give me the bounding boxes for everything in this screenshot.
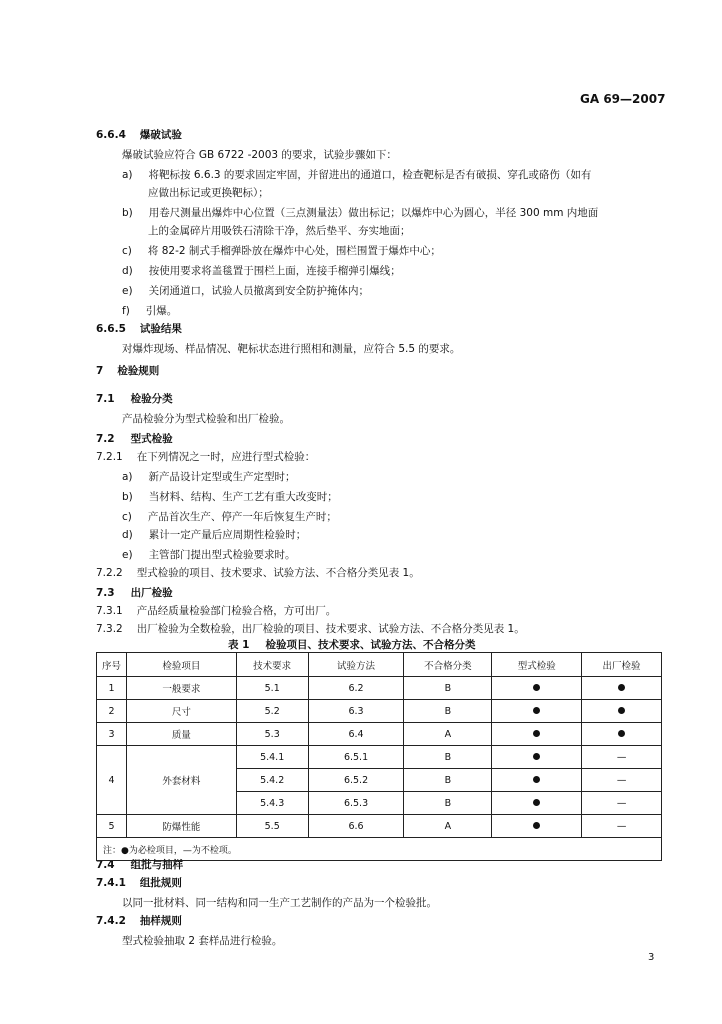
required-dot-icon (618, 730, 625, 737)
clause-text: 检验项目、技术要求、试验方法、不合格分类 (265, 639, 476, 651)
col-header-method: 试验方法 (308, 653, 404, 677)
cell-method: 6.4 (308, 723, 404, 746)
cell-method: 6.2 (308, 677, 404, 700)
text-line (122, 412, 290, 426)
cell-type-test (492, 815, 582, 838)
clause-text: 爆破试验 (139, 129, 182, 141)
clause-number: 7.2 (96, 433, 115, 445)
table-row (97, 677, 662, 700)
clause-number: 7.1 (96, 393, 115, 405)
cell-item: 外套材料 (126, 746, 236, 815)
table-header-row (97, 653, 662, 677)
clause-text: 出厂检验 (130, 587, 173, 599)
clause-number: 7.4.2 (96, 915, 126, 927)
clause-number: 7.3 (96, 587, 115, 599)
cell-method: 6.5.2 (308, 769, 404, 792)
clause-text: 组批规则 (139, 877, 182, 889)
cell-seq: 5 (97, 815, 127, 838)
clause-text: 产品检验分为型式检验和出厂检验。 (122, 413, 290, 425)
cell-requirement: 5.4.3 (236, 792, 308, 815)
clause-number: e) (122, 285, 133, 297)
clause-number: c) (122, 511, 132, 523)
cell-seq: 1 (97, 677, 127, 700)
text-line (122, 510, 337, 524)
required-dot-icon (533, 776, 540, 783)
text-line (122, 548, 296, 562)
cell-class: B (404, 677, 492, 700)
text-line (96, 364, 159, 378)
text-line (122, 934, 282, 948)
text-line (96, 586, 173, 600)
cell-requirement: 5.4.2 (236, 769, 308, 792)
text-line (122, 490, 338, 504)
text-line (148, 186, 269, 200)
cell-type-test (492, 723, 582, 746)
text-line (96, 622, 525, 636)
text-line (96, 432, 173, 446)
clause-text: 将 82-2 制式手榴弹卧放在爆炸中心处，围栏围置于爆炸中心； (147, 245, 441, 257)
clause-text: 产品经质量检验部门检验合格，方可出厂。 (136, 605, 337, 617)
clause-number: d) (122, 529, 133, 541)
clause-text: 检验规则 (117, 365, 160, 377)
required-dot-icon (533, 707, 540, 714)
text-line (122, 264, 401, 278)
clause-text: 组批与抽样 (130, 859, 184, 871)
required-dot-icon (533, 684, 540, 691)
cell-item: 一般要求 (126, 677, 236, 700)
cell-factory-test: — (582, 769, 662, 792)
cell-item: 尺寸 (126, 700, 236, 723)
cell-factory-test (582, 723, 662, 746)
clause-number: 7.3.1 (96, 605, 123, 617)
table-row (97, 700, 662, 723)
text-line (96, 604, 336, 618)
text-line (122, 284, 369, 298)
required-dot-icon (533, 822, 540, 829)
clause-text: 当材料、结构、生产工艺有重大改变时； (148, 491, 338, 503)
clause-number: 7.4 (96, 859, 115, 871)
clause-text: 应做出标记或更换靶标）； (148, 187, 269, 199)
cell-requirement: 5.5 (236, 815, 308, 838)
clause-number: 6.6.4 (96, 129, 126, 141)
col-header-type-test: 型式检验 (492, 653, 582, 677)
cell-factory-test: — (582, 792, 662, 815)
text-line (122, 470, 296, 484)
cell-class: B (404, 746, 492, 769)
cell-class: B (404, 769, 492, 792)
text-line (96, 128, 182, 142)
clause-text: 累计一定产量后应周期性检验时； (148, 529, 307, 541)
text-line (148, 224, 411, 238)
cell-class: B (404, 792, 492, 815)
col-header-class: 不合格分类 (404, 653, 492, 677)
text-line (96, 566, 420, 580)
cell-type-test (492, 677, 582, 700)
text-line (122, 528, 306, 542)
cell-item: 质量 (126, 723, 236, 746)
clause-text: 产品首次生产、停产一年后恢复生产时； (147, 511, 337, 523)
text-line (96, 322, 182, 336)
clause-text: 以同一批材料、同一结构和同一生产工艺制作的产品为一个检验批。 (122, 897, 437, 909)
cell-method: 6.6 (308, 815, 404, 838)
clause-text: 新产品设计定型或生产定型时； (148, 471, 296, 483)
cell-seq: 4 (97, 746, 127, 815)
cell-method: 6.5.1 (308, 746, 404, 769)
text-line (96, 392, 173, 406)
clause-number: a) (122, 169, 133, 181)
table-note-row (97, 838, 662, 861)
text-line (122, 304, 177, 318)
cell-item: 防爆性能 (126, 815, 236, 838)
clause-number: e) (122, 549, 133, 561)
text-line (96, 876, 182, 890)
clause-text: 主管部门提出型式检验要求时。 (148, 549, 296, 561)
clause-text: 将靶标按 6.6.3 的要求固定牢固，并留进出的通道口，检查靶标是否有破损、穿孔或硌伤（如有 (148, 169, 592, 181)
clause-text: 型式检验 (130, 433, 173, 445)
table-note: 注：●为必检项目，—为不检项。 (97, 838, 662, 861)
clause-number: a) (122, 471, 133, 483)
col-header-requirement: 技术要求 (236, 653, 308, 677)
text-line (96, 450, 315, 464)
clause-text: 型式检验的项目、技术要求、试验方法、不合格分类见表 1。 (136, 567, 420, 579)
col-header-seq: 序号 (97, 653, 127, 677)
clause-number: d) (122, 265, 133, 277)
clause-text: 按使用要求将盖毯置于围栏上面，连接手榴弹引爆线； (148, 265, 401, 277)
cell-factory-test: — (582, 746, 662, 769)
cell-class: A (404, 815, 492, 838)
cell-factory-test: — (582, 815, 662, 838)
text-line (122, 148, 397, 162)
table-row (97, 815, 662, 838)
clause-number: 7.2.2 (96, 567, 123, 579)
clause-text: 在下列情况之一时，应进行型式检验： (136, 451, 316, 463)
cell-class: B (404, 700, 492, 723)
text-line (122, 168, 591, 182)
cell-seq: 3 (97, 723, 127, 746)
cell-type-test (492, 746, 582, 769)
cell-requirement: 5.2 (236, 700, 308, 723)
clause-text: 检验分类 (130, 393, 173, 405)
table-row (97, 723, 662, 746)
text-line (122, 244, 441, 258)
cell-requirement: 5.3 (236, 723, 308, 746)
standard-code: GA 69—2007 (580, 92, 666, 106)
cell-factory-test (582, 677, 662, 700)
clause-text: 试验结果 (139, 323, 182, 335)
clause-text: 上的金属碎片用吸铁石清除干净，然后垫平、夯实地面； (148, 225, 411, 237)
clause-text: 关闭通道口，试验人员撤离到安全防护掩体内； (148, 285, 370, 297)
required-dot-icon (618, 684, 625, 691)
col-header-item: 检验项目 (126, 653, 236, 677)
clause-text: 抽样规则 (139, 915, 182, 927)
cell-class: A (404, 723, 492, 746)
clause-text: 对爆炸现场、样品情况、靶标状态进行照相和测量，应符合 5.5 的要求。 (122, 343, 461, 355)
cell-type-test (492, 769, 582, 792)
clause-number: 7.2.1 (96, 451, 123, 463)
clause-number: 7.3.2 (96, 623, 123, 635)
cell-requirement: 5.4.1 (236, 746, 308, 769)
page-number: 3 (648, 952, 655, 963)
clause-text: 用卷尺测量出爆炸中心位置（三点测量法）做出标记；以爆炸中心为圆心，半径 300 mm 内地面 (148, 207, 599, 219)
cell-factory-test (582, 700, 662, 723)
clause-number: b) (122, 207, 133, 219)
text-line (96, 914, 182, 928)
clause-number: f) (122, 305, 130, 317)
col-header-factory-test: 出厂检验 (582, 653, 662, 677)
text-line (122, 342, 460, 356)
clause-number: 7 (96, 365, 104, 377)
clause-number: 表 1 (228, 639, 250, 651)
required-dot-icon (533, 799, 540, 806)
cell-seq: 2 (97, 700, 127, 723)
clause-number: 7.4.1 (96, 877, 126, 889)
required-dot-icon (618, 707, 625, 714)
table-row (97, 746, 662, 769)
clause-text: 出厂检验为全数检验，出厂检验的项目、技术要求、试验方法、不合格分类见表 1。 (136, 623, 525, 635)
required-dot-icon (533, 730, 540, 737)
clause-text: 爆破试验应符合 GB 6722 -2003 的要求，试验步骤如下： (122, 149, 397, 161)
clause-text: 型式检验抽取 2 套样品进行检验。 (122, 935, 283, 947)
clause-number: b) (122, 491, 133, 503)
text-line (122, 896, 437, 910)
text-line (122, 206, 598, 220)
inspection-table (96, 652, 662, 861)
required-dot-icon (533, 753, 540, 760)
cell-requirement: 5.1 (236, 677, 308, 700)
clause-number: 6.6.5 (96, 323, 126, 335)
cell-type-test (492, 792, 582, 815)
cell-type-test (492, 700, 582, 723)
clause-text: 引爆。 (145, 305, 178, 317)
text-line (228, 638, 475, 652)
cell-method: 6.3 (308, 700, 404, 723)
cell-method: 6.5.3 (308, 792, 404, 815)
clause-number: c) (122, 245, 132, 257)
